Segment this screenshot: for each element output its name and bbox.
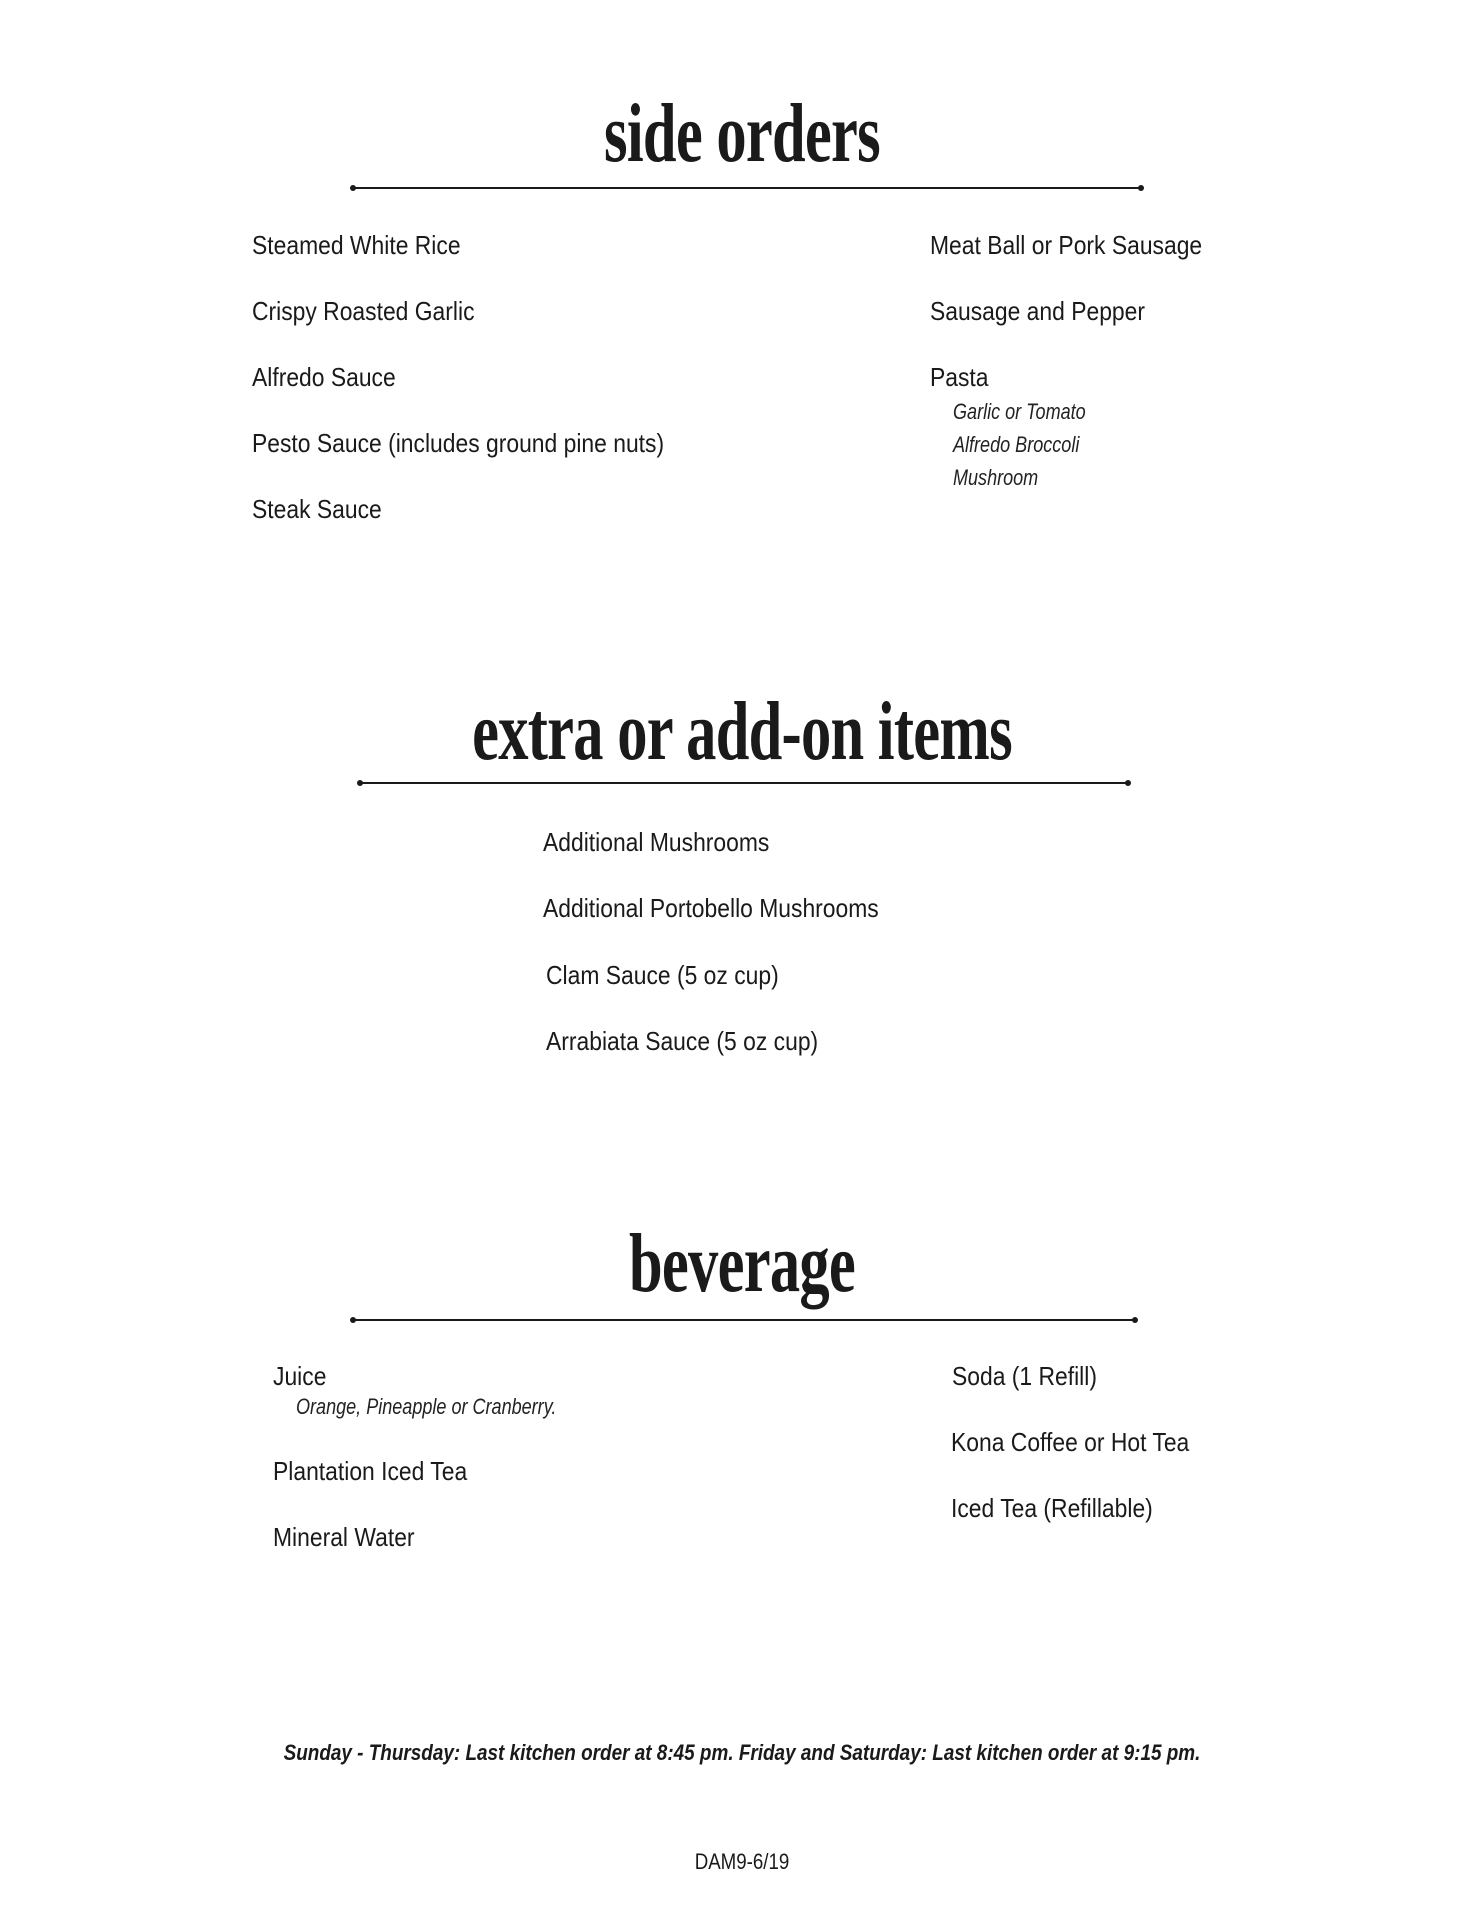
side-item-pesto-sauce: Pesto Sauce (includes ground pine nuts) [252,428,665,458]
side-item-steak-sauce: Steak Sauce [252,494,382,524]
side-item-pasta: Pasta [930,362,989,392]
beverage-heading: beverage [629,1217,855,1310]
extra-item-arrabiata-sauce: Arrabiata Sauce (5 oz cup) [546,1026,819,1056]
side-item-steamed-rice: Steamed White Rice [252,230,461,260]
kitchen-hours-note: Sunday - Thursday: Last kitchen order at 8:45 pm. Friday and Saturday: Last kitchen order at 9:15 pm. [283,1740,1201,1765]
beverage-item-juice: Juice [273,1361,327,1391]
beverage-item-plantation-tea: Plantation Iced Tea [273,1456,468,1486]
extra-item-mushrooms: Additional Mushrooms [543,827,770,857]
side-orders-heading: side orders [604,87,880,180]
extra-item-portobello: Additional Portobello Mushrooms [543,893,879,923]
extra-item-clam-sauce: Clam Sauce (5 oz cup) [546,960,779,990]
extras-divider [360,782,1128,784]
beverage-divider [353,1319,1135,1321]
beverage-item-mineral-water: Mineral Water [273,1522,415,1552]
beverage-item-soda: Soda (1 Refill) [952,1361,1097,1391]
beverage-item-iced-tea: Iced Tea (Refillable) [951,1493,1153,1523]
pasta-option-garlic-tomato: Garlic or Tomato [953,399,1086,424]
pasta-option-alfredo-broccoli: Alfredo Broccoli [953,432,1080,457]
side-item-meatball-sausage: Meat Ball or Pork Sausage [930,230,1203,260]
pasta-option-mushroom: Mushroom [953,465,1039,490]
menu-code: DAM9-6/19 [694,1849,790,1874]
extras-heading: extra or add-on items [472,685,1012,778]
juice-options: Orange, Pineapple or Cranberry. [296,1394,557,1419]
side-item-sausage-pepper: Sausage and Pepper [930,296,1145,326]
side-item-alfredo-sauce: Alfredo Sauce [252,362,396,392]
side-orders-divider [353,187,1141,189]
side-item-roasted-garlic: Crispy Roasted Garlic [252,296,475,326]
beverage-item-kona-coffee: Kona Coffee or Hot Tea [951,1427,1190,1457]
